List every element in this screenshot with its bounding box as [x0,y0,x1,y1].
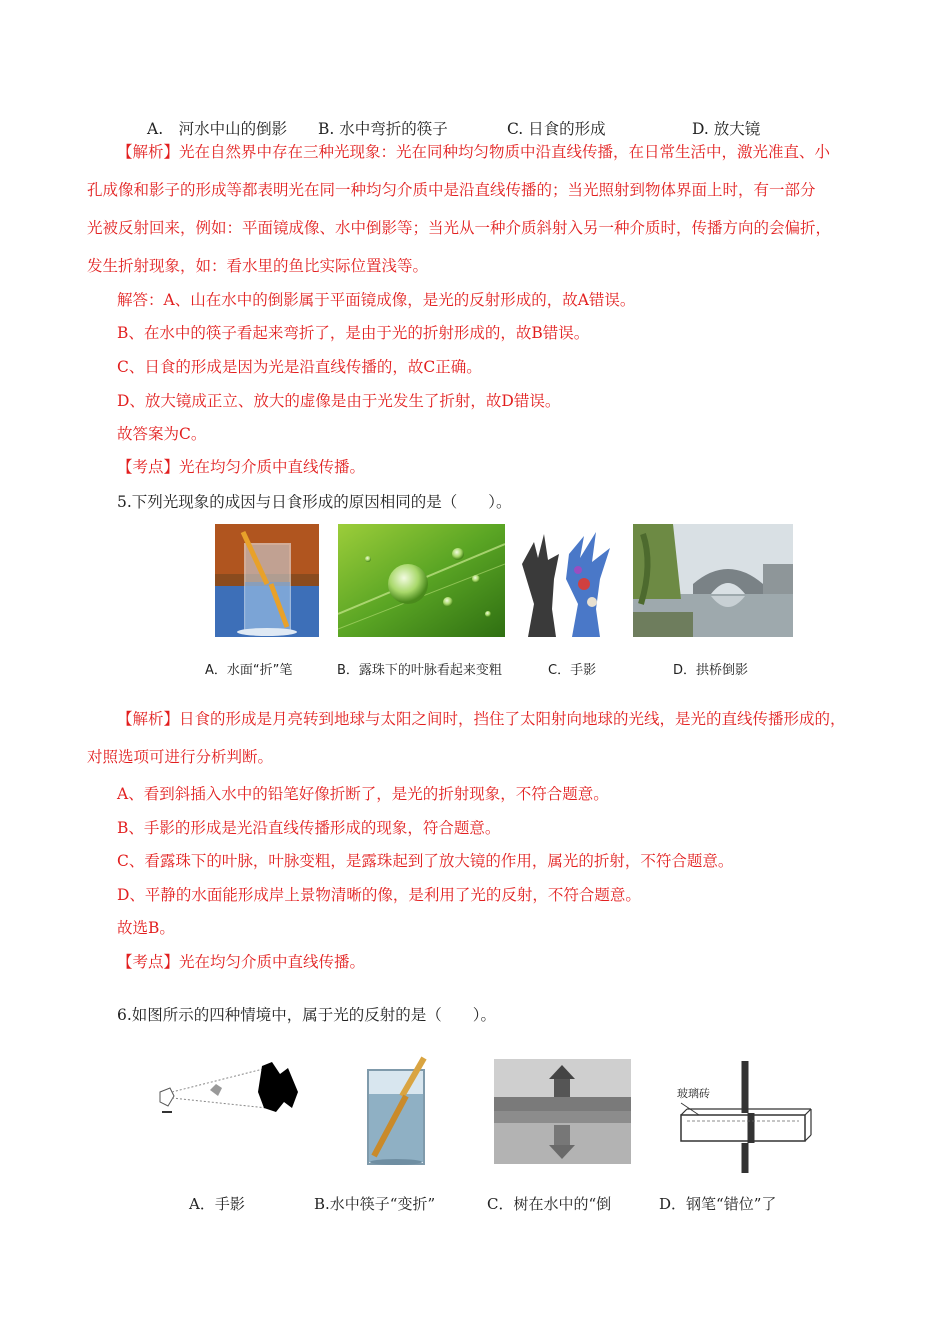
q4-option-a: A. 河水中山的倒影 [147,120,288,138]
q5-answer-line-3: C、看露珠下的叶脉，叶脉变粗，是露珠起到了放大镜的作用，属光的折射，不符合题意。 [117,852,734,870]
q5-conclusion: 故选B。 [117,919,175,937]
q4-option-d: D. 放大镜 [692,120,761,138]
q4-analysis-line-2: 孔成像和影子的形成等都表明光在同一种均匀介质中是沿直线传播的；当光照射到物体界面上时，有一部分 [87,181,816,199]
q4-answer-line-2: B、在水中的筷子看起来弯折了，是由于光的折射形成的，故B错误。 [117,324,590,342]
analysis-tag: 【解析】 [117,710,180,728]
q5-kaodian: 【考点】光在均匀介质中直线传播。 [117,953,366,971]
q4-answer-line-1: 解答：A、山在水中的倒影属于平面镜成像，是光的反射形成的，故A错误。 [117,291,636,309]
q4-option-c: C. 日食的形成 [507,120,606,138]
q5-answer-line-4: D、平静的水面能形成岸上景物清晰的像，是利用了光的反射，不符合题意。 [117,886,641,904]
q4-analysis-line-4: 发生折射现象，如：看水里的鱼比实际位置浅等。 [87,257,429,275]
q4-answer-line-4: D、放大镜成正立、放大的虚像是由于光发生了折射，故D错误。 [117,392,561,410]
q5-caption-a: A．水面“折”笔 [205,663,293,678]
q5-answer-line-2: B、手影的形成是光沿直线传播形成的现象，符合题意。 [117,819,501,837]
q5-question: 5.下列光现象的成因与日食形成的原因相同的是（ ）。 [117,493,512,511]
q6-image-chopstick-in-water [362,1056,432,1166]
q6-caption-c: C．树在水中的“倒 [487,1195,612,1213]
q6-caption-d: D．钢笔“错位”了 [659,1195,777,1213]
q6-question: 6.如图所示的四种情境中，属于光的反射的是（ ）。 [117,1006,497,1024]
q6-image-hand-shadow [152,1062,300,1118]
analysis-text: 日食的形成是月亮转到地球与太阳之间时，挡住了太阳射向地球的光线，是光的直线传播形成的， [179,710,846,728]
analysis-text: 光在自然界中存在三种光现象：光在同种均匀物质中沿直线传播，在日常生活中，激光准直、小 [179,143,831,161]
q6-caption-a: A．手影 [189,1195,245,1213]
glass-brick-label: 玻璃砖 [677,1087,710,1100]
q5-analysis-line-1 [117,708,846,730]
q4-option-b: B. 水中弯折的筷子 [318,120,448,138]
q5-image-dewdrop-leaf [338,524,505,637]
q4-analysis-line-3: 光被反射回来，例如：平面镜成像、水中倒影等；当光从一种介质斜射入另一种介质时，传播方向的会偏折， [87,219,832,237]
q5-caption-d: D．拱桥倒影 [673,663,749,678]
q5-caption-b: B．露珠下的叶脉看起来变粗 [337,663,502,678]
q5-analysis-line-2: 对照选项可进行分析判断。 [87,748,274,766]
q4-answer-line-3: C、日食的形成是因为光是沿直线传播的，故C正确。 [117,358,482,376]
analysis-tag: 【解析】 [117,143,180,161]
q4-kaodian: 【考点】光在均匀介质中直线传播。 [117,458,366,476]
q5-image-hand-shadow [514,524,621,637]
q6-image-pen-glass-brick [673,1057,813,1177]
q4-analysis-line-1 [117,141,830,163]
q6-image-pavilion-reflection [494,1059,631,1164]
q5-image-arch-bridge [633,524,793,637]
q4-answer-line-5: 故答案为C。 [117,425,207,443]
q6-caption-b: B.水中筷子“变折” [314,1195,436,1213]
q5-answer-line-1: A、看到斜插入水中的铅笔好像折断了，是光的折射现象，不符合题意。 [117,785,609,803]
q5-caption-c: C．手影 [548,663,597,678]
q5-image-pencil-in-water [215,524,319,637]
